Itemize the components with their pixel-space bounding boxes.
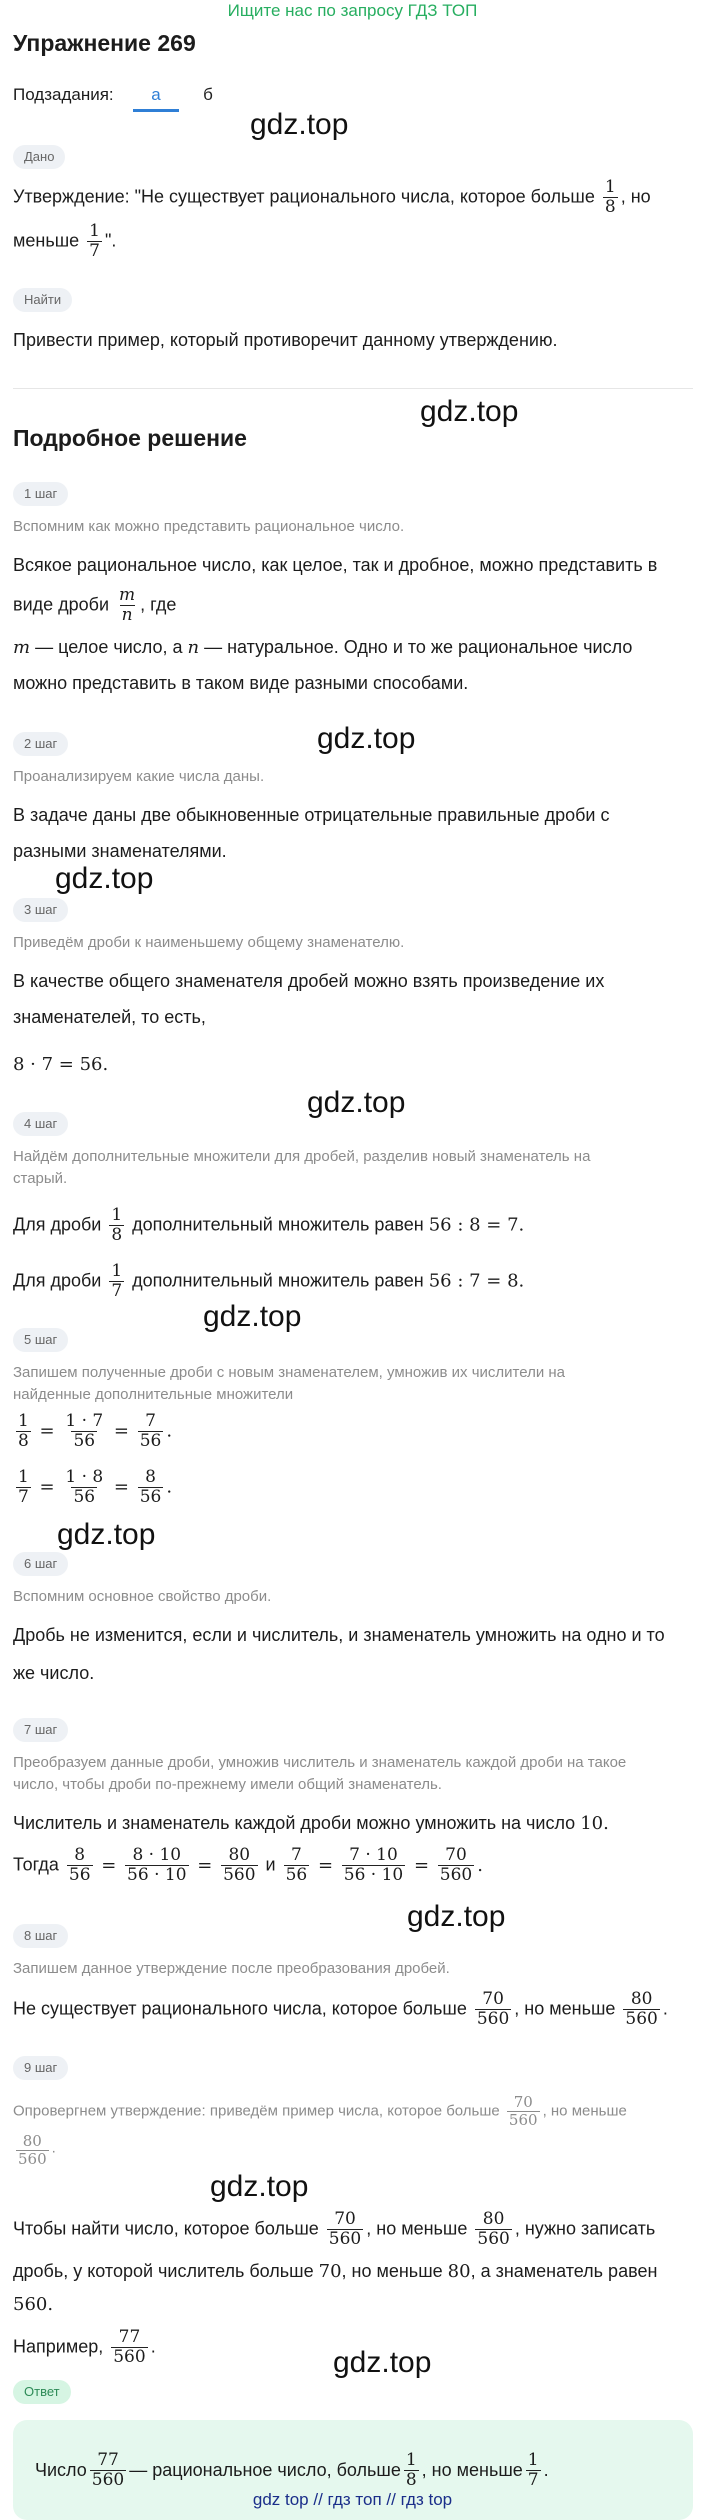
watermark: gdz.top bbox=[420, 395, 519, 428]
watermark: gdz.top bbox=[210, 2170, 309, 2203]
step-7-hint-2: число, чтобы дроби по-прежнему имели общий знаменатель. bbox=[13, 1776, 442, 1793]
footer-sep: // bbox=[381, 2490, 401, 2509]
step-8-line-1: Не существует рационального числа, которое больше $\frac{70}{560}$ , но меньше $\frac{80}{560}$ . bbox=[13, 1989, 668, 2029]
step-1-line-1: Всякое рациональное число, как целое, так и дробное, можно представить в bbox=[13, 555, 658, 575]
step-2-badge: 2 шаг bbox=[13, 732, 68, 756]
watermark: gdz.top bbox=[333, 2346, 432, 2379]
step-4-line-2: Для дроби $\frac{1}{7}$ дополнительный множитель равен 56 : 7 = 8. bbox=[13, 1261, 525, 1301]
fraction-1-8: $\frac{1}{8}$ bbox=[111, 1205, 123, 1245]
step-6-line-1: Дробь не изменится, если и числитель, и знаменатель умножить на одно и то bbox=[13, 1625, 665, 1645]
given-line-1: Утверждение: "Не существует рационального числа, которое больше $\frac{1}{8}$ , но bbox=[13, 177, 651, 217]
step-9-line-2: дробь, у которой числитель больше 70, но меньше 80, а знаменатель равен bbox=[13, 2261, 658, 2282]
step-9-hint: Опровергнем утверждение: приведём пример числа, которое больше $\frac{70}{560}$ , но меньше $\frac{80}{560}$ . bbox=[13, 2093, 627, 2168]
step-7-line-1: Числитель и знаменатель каждой дроби можно умножить на число 10. bbox=[13, 1813, 609, 1834]
step-3-formula: 8 · 7 = 56. bbox=[13, 1054, 109, 1075]
fraction-1-7: $\frac{1}{7}$ bbox=[89, 221, 100, 261]
footer-link-2[interactable]: гдз топ bbox=[327, 2490, 382, 2509]
step-7-eq: Тогда $\frac{8}{56}$ = $\frac{8 \cdot 10}{56 \cdot 10}$ = $\frac{80}{560}$ и $\frac{7}{56}$ = $\frac{7 \cdot 10}{56 \cdot 10}$ = $\frac{70}{560}$ . bbox=[13, 1845, 483, 1885]
step-7-hint-1: Преобразуем данные дроби, умножив числитель и знаменатель каждой дроби на такое bbox=[13, 1754, 627, 1771]
step-1-line-4: можно представить в таком виде разными способами. bbox=[13, 673, 469, 693]
step-2-line-1: В задаче даны две обыкновенные отрицательные правильные дроби с bbox=[13, 805, 610, 825]
watermark: gdz.top bbox=[407, 1900, 506, 1933]
step-7-badge: 7 шаг bbox=[13, 1718, 68, 1742]
step-4-line-1: Для дроби $\frac{1}{8}$ дополнительный множитель равен 56 : 8 = 7. bbox=[13, 1205, 525, 1245]
find-badge: Найти bbox=[13, 288, 72, 312]
step-5-badge: 5 шаг bbox=[13, 1328, 68, 1352]
step-4-badge: 4 шаг bbox=[13, 1112, 68, 1136]
step-1-line-3: m — целое число, а n — натуральное. Одно и то же рациональное число bbox=[13, 637, 633, 658]
divider bbox=[13, 388, 693, 389]
given-badge: Дано bbox=[13, 145, 65, 169]
subtasks-label: Подзадания: bbox=[13, 85, 114, 104]
answer-text: Число $\frac{77}{560}$ — рациональное число, больше $\frac{1}{8}$ , но меньше $\frac{1}{7}$ . bbox=[35, 2449, 549, 2490]
watermark: gdz.top bbox=[317, 722, 416, 755]
step-5-eq-1: $\frac{1}{8}$ = $\frac{1 \cdot 7}{56}$ = $\frac{7}{56}$ . bbox=[18, 1411, 173, 1451]
tab-b[interactable]: б bbox=[203, 85, 213, 104]
watermark: gdz.top bbox=[250, 108, 349, 141]
fraction-1-7: $\frac{1}{7}$ bbox=[111, 1261, 123, 1301]
page-title: Упражнение 269 bbox=[13, 30, 196, 56]
step-9-line-3: 560. bbox=[13, 2294, 54, 2315]
step-6-line-2: же число. bbox=[13, 1663, 95, 1683]
step-1-line-2: виде дроби $\frac{m}{n}$ , где bbox=[13, 585, 177, 625]
step-9-line-1: Чтобы найти число, которое больше $\frac{70}{560}$ , но меньше $\frac{80}{560}$ , нужно записать bbox=[13, 2209, 656, 2249]
step-5-eq-2: $\frac{1}{7}$ = $\frac{1 \cdot 8}{56}$ = $\frac{8}{56}$ . bbox=[18, 1467, 173, 1507]
step-6-hint: Вспомним основное свойство дроби. bbox=[13, 1588, 272, 1605]
step-5-hint-2: найденные дополнительные множители bbox=[13, 1386, 294, 1403]
step-3-line-1: В качестве общего знаменателя дробей можно взять произведение их bbox=[13, 971, 605, 991]
step-2-line-2: разными знаменателями. bbox=[13, 841, 227, 861]
step-8-badge: 8 шаг bbox=[13, 1924, 68, 1948]
footer-link-3[interactable]: гдз top bbox=[400, 2490, 453, 2509]
step-9-example: Например, $\frac{77}{560}$ . bbox=[13, 2327, 156, 2367]
step-1-badge: 1 шаг bbox=[13, 482, 68, 506]
step-3-hint: Приведём дроби к наименьшему общему знаменателю. bbox=[13, 934, 405, 951]
step-2-hint: Проанализируем какие числа даны. bbox=[13, 768, 265, 785]
watermark: gdz.top bbox=[57, 1518, 156, 1551]
step-4-hint-1: Найдём дополнительные множители для дробей, разделив новый знаменатель на bbox=[13, 1148, 591, 1165]
watermark: gdz.top bbox=[55, 862, 154, 895]
tab-a[interactable]: а bbox=[133, 82, 179, 112]
step-3-line-2: знаменателей, то есть, bbox=[13, 1007, 206, 1027]
step-6-badge: 6 шаг bbox=[13, 1552, 68, 1576]
watermark: gdz.top bbox=[203, 1300, 302, 1333]
solution-title: Подробное решение bbox=[13, 425, 247, 451]
given-line-2: меньше $\frac{1}{7}$ ". bbox=[13, 221, 117, 261]
step-1-hint: Вспомним как можно представить рациональное число. bbox=[13, 518, 405, 535]
footer-sep: // bbox=[308, 2490, 328, 2509]
step-5-hint-1: Запишем полученные дроби с новым знаменателем, умножив их числители на bbox=[13, 1364, 565, 1381]
step-8-hint: Запишем данное утверждение после преобразования дробей. bbox=[13, 1960, 450, 1977]
step-4-hint-2: старый. bbox=[13, 1170, 68, 1187]
step-3-badge: 3 шаг bbox=[13, 898, 68, 922]
find-text: Привести пример, который противоречит данному утверждению. bbox=[13, 330, 558, 350]
footer-links bbox=[0, 2490, 705, 2510]
step-9-badge: 9 шаг bbox=[13, 2056, 68, 2080]
fraction-m-n: $\frac{m}{n}$ bbox=[119, 585, 136, 625]
answer-badge: Ответ bbox=[13, 2380, 71, 2404]
watermark: gdz.top bbox=[307, 1086, 406, 1119]
fraction-1-8: $\frac{1}{8}$ bbox=[604, 177, 616, 217]
search-banner: Ищите нас по запросу ГДЗ ТОП bbox=[227, 1, 478, 20]
footer-link-1[interactable]: gdz top bbox=[252, 2490, 309, 2509]
